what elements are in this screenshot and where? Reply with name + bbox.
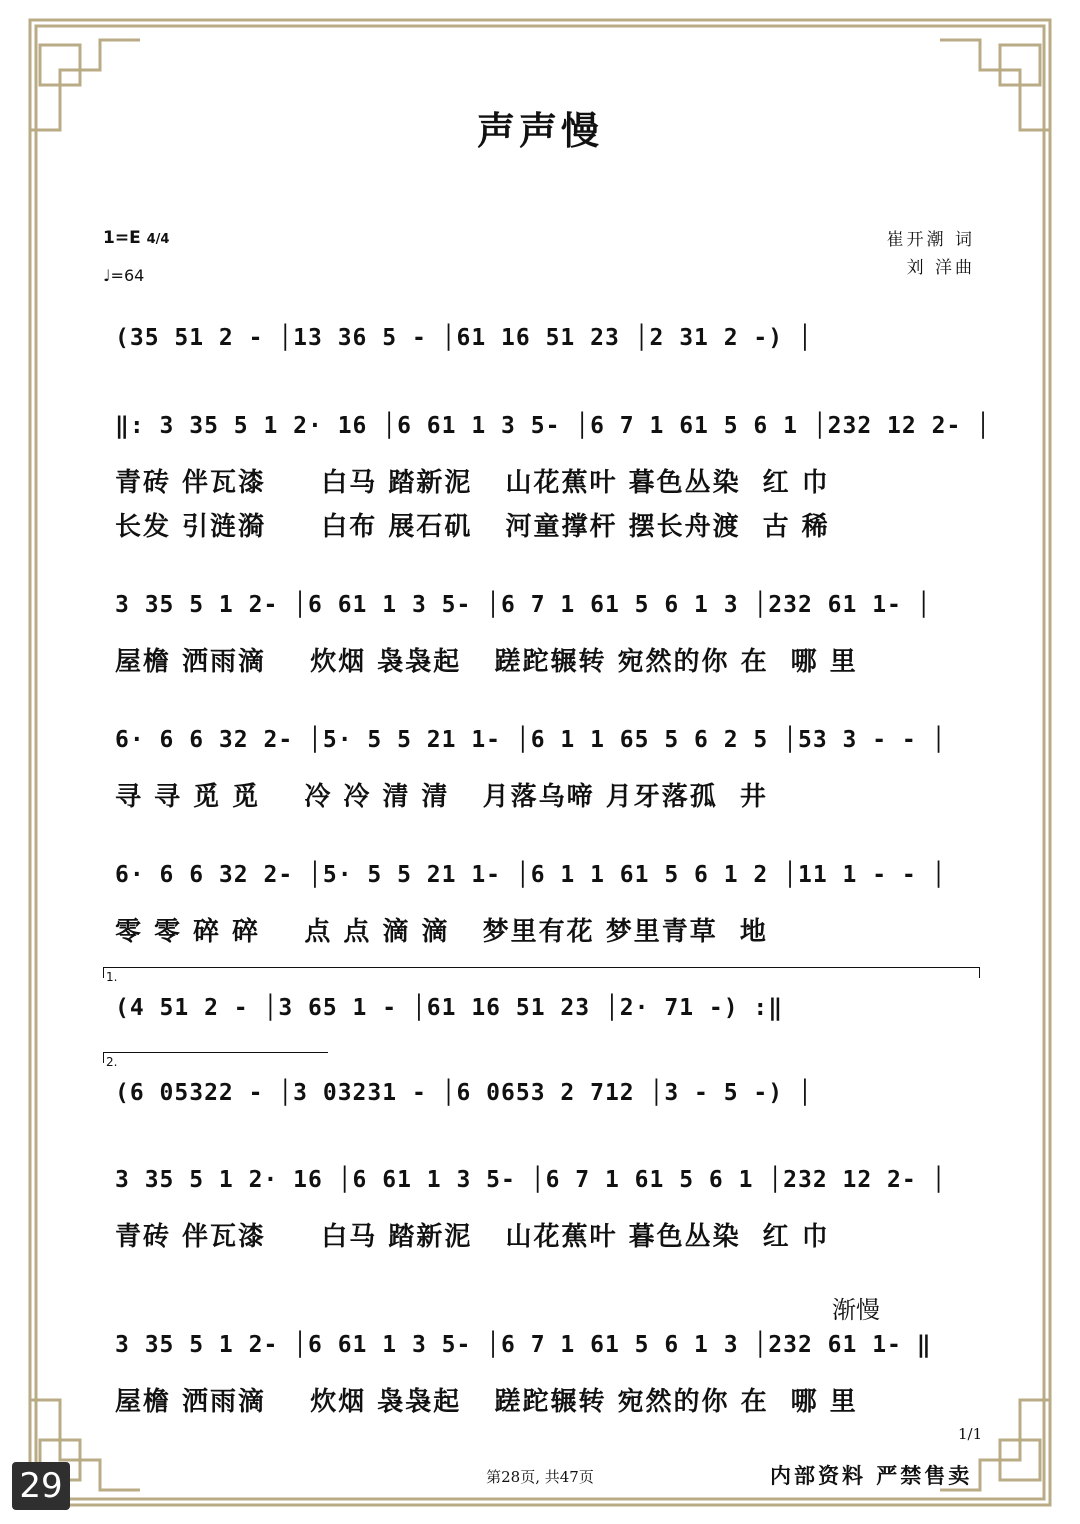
- lyric-line-8: 青砖 伴瓦漆 白马 踏新泥 山花蕉叶 暮色丛染 红 巾: [115, 1222, 830, 1252]
- first-ending-label: 1.: [106, 970, 118, 984]
- lyric-line-5: 零 零 碎 碎 点 点 滴 滴 梦里有花 梦里青草 地: [115, 917, 768, 947]
- score-line-6-notes: (4 51 2 - │3 65 1 - │61 16 51 23 │2· 71 -) :‖: [115, 995, 784, 1021]
- score-line-9-notes: 3 35 5 1 2- │6 61 1 3 5- │6 7 1 61 5 6 1 3 │232 61 1- ‖: [115, 1332, 932, 1358]
- page-fraction: 1/1: [958, 1425, 983, 1443]
- lyric-line-9: 屋檐 洒雨滴 炊烟 袅袅起 蹉跎辗转 宛然的你 在 哪 里: [115, 1387, 858, 1417]
- score-line-5-notes: 6· 6 6 32 2- │5· 5 5 21 1- │6 1 1 61 5 6 1 2 │11 1 - - │: [115, 862, 947, 888]
- composer-credit: 刘 洋曲: [906, 258, 975, 278]
- lyricist-credit: 崔开潮 词: [886, 230, 975, 250]
- score-line-7-notes: (6 05322 - │3 03231 - │6 0653 2 712 │3 - 5 -) │: [115, 1080, 813, 1106]
- page-info: 第28页, 共47页: [486, 1468, 594, 1486]
- time-signature: 4/4: [146, 232, 170, 247]
- lyric-line-2-verse-1: 青砖 伴瓦漆 白马 踏新泥 山花蕉叶 暮色丛染 红 巾: [115, 468, 830, 498]
- page-badge: 29: [12, 1462, 70, 1510]
- score-line-8-notes: 3 35 5 1 2· 16 │6 61 1 3 5- │6 7 1 61 5 6 1 │232 12 2- │: [115, 1167, 947, 1193]
- tempo-marking: ♩=64: [103, 266, 145, 285]
- ritardando-marking: 渐慢: [832, 1296, 880, 1324]
- first-ending-bracket: [103, 967, 980, 978]
- key-label: 1=E: [103, 228, 141, 248]
- score-line-2-notes: ‖: 3 35 5 1 2· 16 │6 61 1 3 5- │6 7 1 61 5 6 1 │232 12 2- │: [115, 413, 991, 439]
- song-title: 声声慢: [476, 108, 603, 153]
- lyric-line-2-verse-2: 长发 引涟漪 白布 展石矶 河童撑杆 摆长舟渡 古 稀: [115, 512, 830, 542]
- score-line-4-notes: 6· 6 6 32 2- │5· 5 5 21 1- │6 1 1 65 5 6 2 5 │53 3 - - │: [115, 727, 947, 753]
- score-line-1-notes: (35 51 2 - │13 36 5 - │61 16 51 23 │2 31 2 -) │: [115, 325, 813, 351]
- lyric-line-4: 寻 寻 觅 觅 冷 冷 清 清 月落乌啼 月牙落孤 井: [115, 782, 768, 812]
- lyric-line-3: 屋檐 洒雨滴 炊烟 袅袅起 蹉跎辗转 宛然的你 在 哪 里: [115, 647, 858, 677]
- internal-use-stamp: 内部资料 严禁售卖: [770, 1464, 973, 1488]
- second-ending-label: 2.: [106, 1055, 118, 1069]
- key-signature: [103, 228, 169, 248]
- second-ending-bracket: [103, 1052, 328, 1063]
- score-line-3-notes: 3 35 5 1 2- │6 61 1 3 5- │6 7 1 61 5 6 1 3 │232 61 1- │: [115, 592, 932, 618]
